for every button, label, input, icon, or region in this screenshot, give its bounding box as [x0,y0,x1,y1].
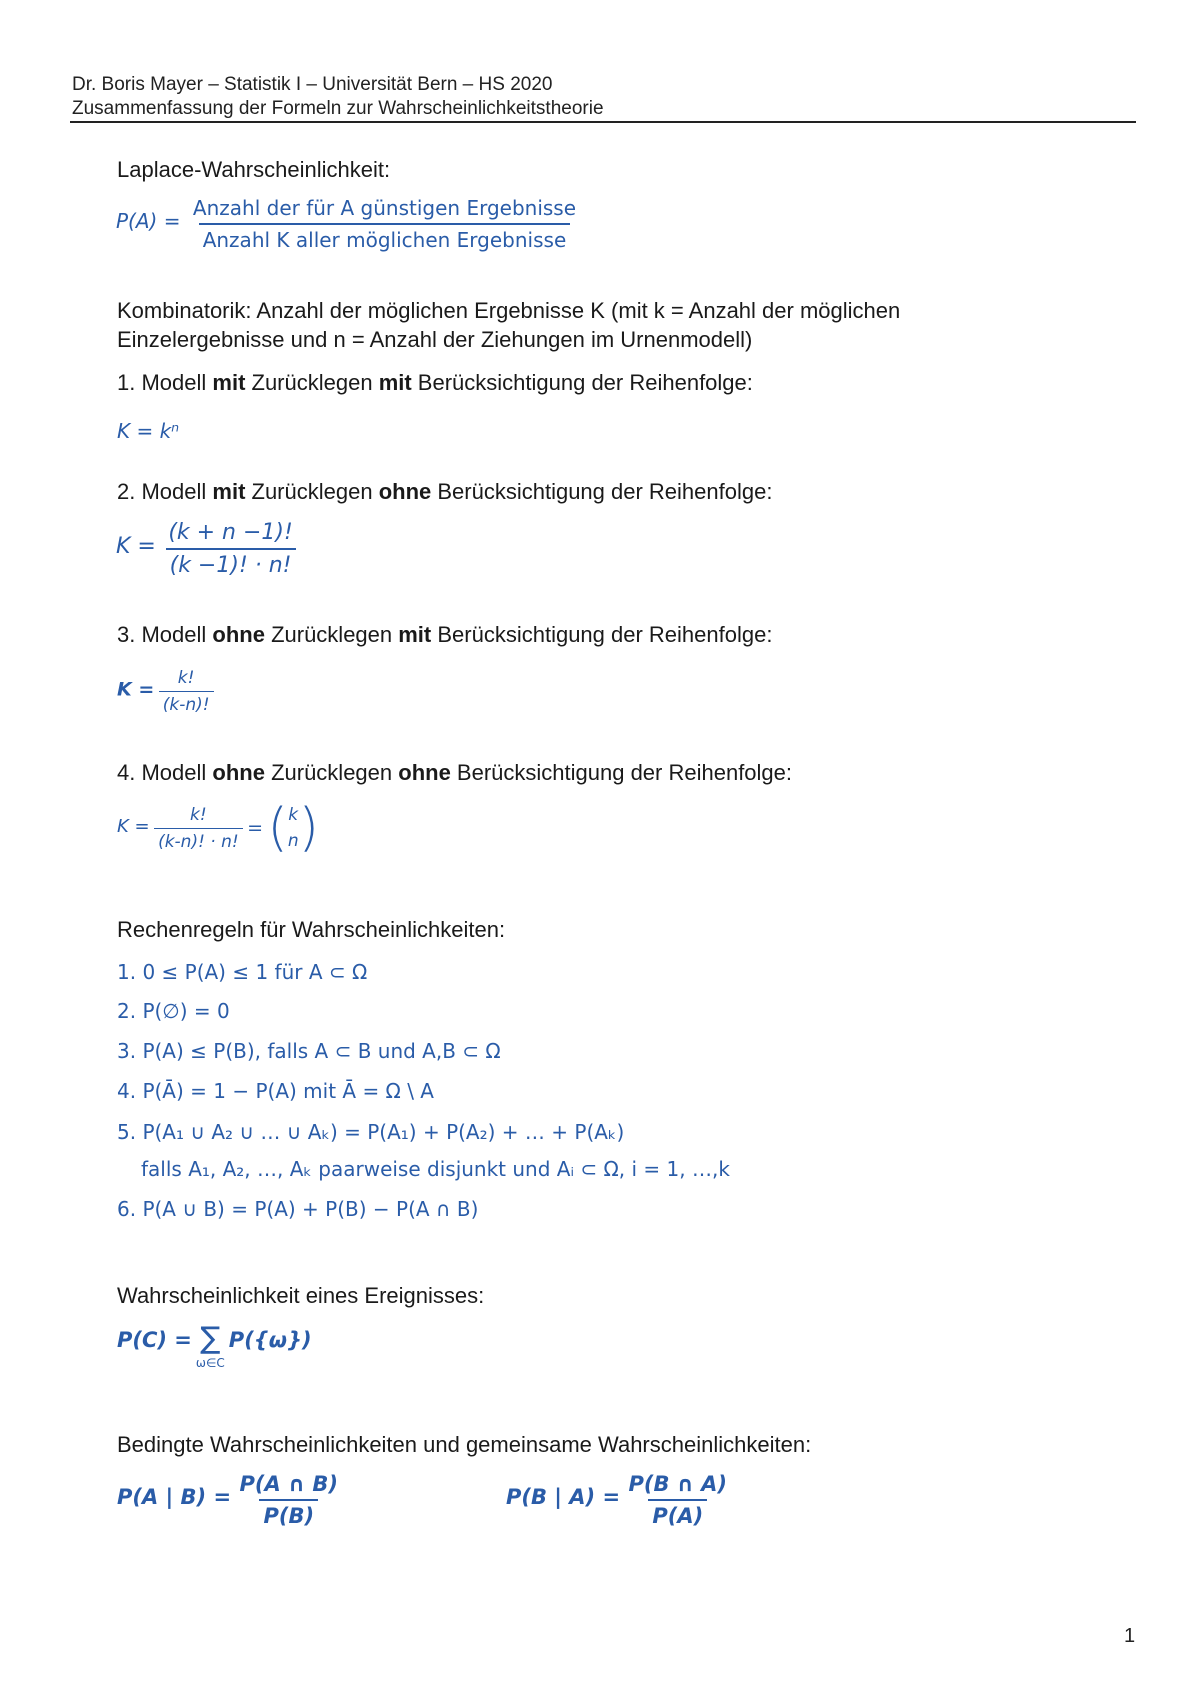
conditional-heading: Bedingte Wahrscheinlichkeiten und gemeinsame Wahrscheinlichkeiten: [117,1432,812,1457]
header-line-2: Zusammenfassung der Formeln zur Wahrscheinlichkeitstheorie [72,98,604,119]
rule-5: 5. P(A₁ ∪ A₂ ∪ … ∪ Aₖ) = P(A₁) + P(A₂) + … + P(Aₖ) [117,1120,625,1144]
page-number: 1 [1124,1625,1136,1647]
conditional-2-lhs: P(B | A) = [506,1485,621,1510]
model-4-heading: 4. Modell ohne Zurücklegen ohne Berücksichtigung der Reihenfolge: [117,760,793,785]
model-3-heading: 3. Modell ohne Zurücklegen mit Berücksichtigung der Reihenfolge: [117,622,773,647]
conditional-formula-2 [506,1472,731,1528]
event-rhs: P({ω}) [228,1328,312,1352]
model-4-lhs: K = [117,816,150,838]
rule-3: 3. P(A) ≤ P(B), falls A ⊂ B und A,B ⊂ Ω [117,1039,501,1063]
rules-heading: Rechenregeln für Wahrscheinlichkeiten: [117,917,506,942]
binom-top: k [288,805,299,825]
header-line-1: Dr. Boris Mayer – Statistik I – Universität Bern – HS 2020 [72,74,553,95]
laplace-lhs: P(A) = [116,209,181,234]
event-lhs: P(C) = [117,1328,192,1352]
model-3-lhs: K = [117,678,155,701]
conditional-2-denominator: P(A) [648,1499,707,1528]
model-2-numerator: (k + n −1)! [168,520,293,545]
combinatorics-intro-line-2: Einzelergebnisse und n = Anzahl der Ziehungen im Urnenmodell) [117,327,753,352]
conditional-1-numerator: P(A ∩ B) [239,1472,339,1496]
model-4-formula: K = $\frac{k!}{(k-n)! \cdot n!}$ = ( k n ) [117,798,319,858]
model-2-heading: 2. Modell mit Zurücklegen ohne Berücksichtigung der Reihenfolge: [117,479,773,504]
combinatorics-intro-line-1: Kombinatorik: Anzahl der möglichen Ergebnisse K (mit k = Anzahl der möglichen [117,298,901,323]
laplace-denominator: Anzahl K aller möglichen Ergebnisse [199,223,571,252]
event-formula [117,1322,312,1370]
model-1-formula: K = kⁿ [117,419,180,443]
binom-bottom: n [287,831,299,851]
sum-index: ω∈C [195,1356,225,1370]
sum-symbol: ∑ [200,1321,221,1356]
rule-6: 6. P(A ∪ B) = P(A) + P(B) − P(A ∩ B) [117,1197,479,1221]
event-heading: Wahrscheinlichkeit eines Ereignisses: [117,1283,485,1308]
conditional-1-denominator: P(B) [259,1499,318,1528]
laplace-heading: Laplace-Wahrscheinlichkeit: [117,157,391,182]
model-4-numerator: k! [190,804,207,825]
rule-5-condition: falls A₁, A₂, …, Aₖ paarweise disjunkt und Aᵢ ⊂ Ω, i = 1, …,k [141,1157,730,1181]
model-2-formula [116,520,297,578]
rule-4: 4. P(Ā) = 1 − P(A) mit Ā = Ω \ A [117,1079,434,1103]
conditional-2-numerator: P(B ∩ A) [628,1472,728,1496]
model-1-heading: 1. Modell mit Zurücklegen mit Berücksichtigung der Reihenfolge: [117,370,753,395]
model-3-numerator: k! [177,668,195,688]
laplace-formula [116,196,580,252]
header-divider [70,121,1136,123]
conditional-1-lhs: P(A | B) = [117,1485,232,1510]
binomial-coefficient: ( k n ) [267,798,319,858]
model-2-denominator: (k −1)! · n! [166,548,296,578]
model-3-denominator: (k-n)! [159,691,214,715]
model-2-lhs: K = [116,534,156,560]
conditional-formula-1 [117,1472,342,1528]
rule-2: 2. P(∅) = 0 [117,999,230,1023]
laplace-numerator: Anzahl der für A günstigen Ergebnisse [192,196,577,220]
rule-1: 1. 0 ≤ P(A) ≤ 1 für A ⊂ Ω [117,960,368,984]
model-4-denominator: (k-n)! · n! [154,828,243,852]
model-3-formula [117,668,214,715]
